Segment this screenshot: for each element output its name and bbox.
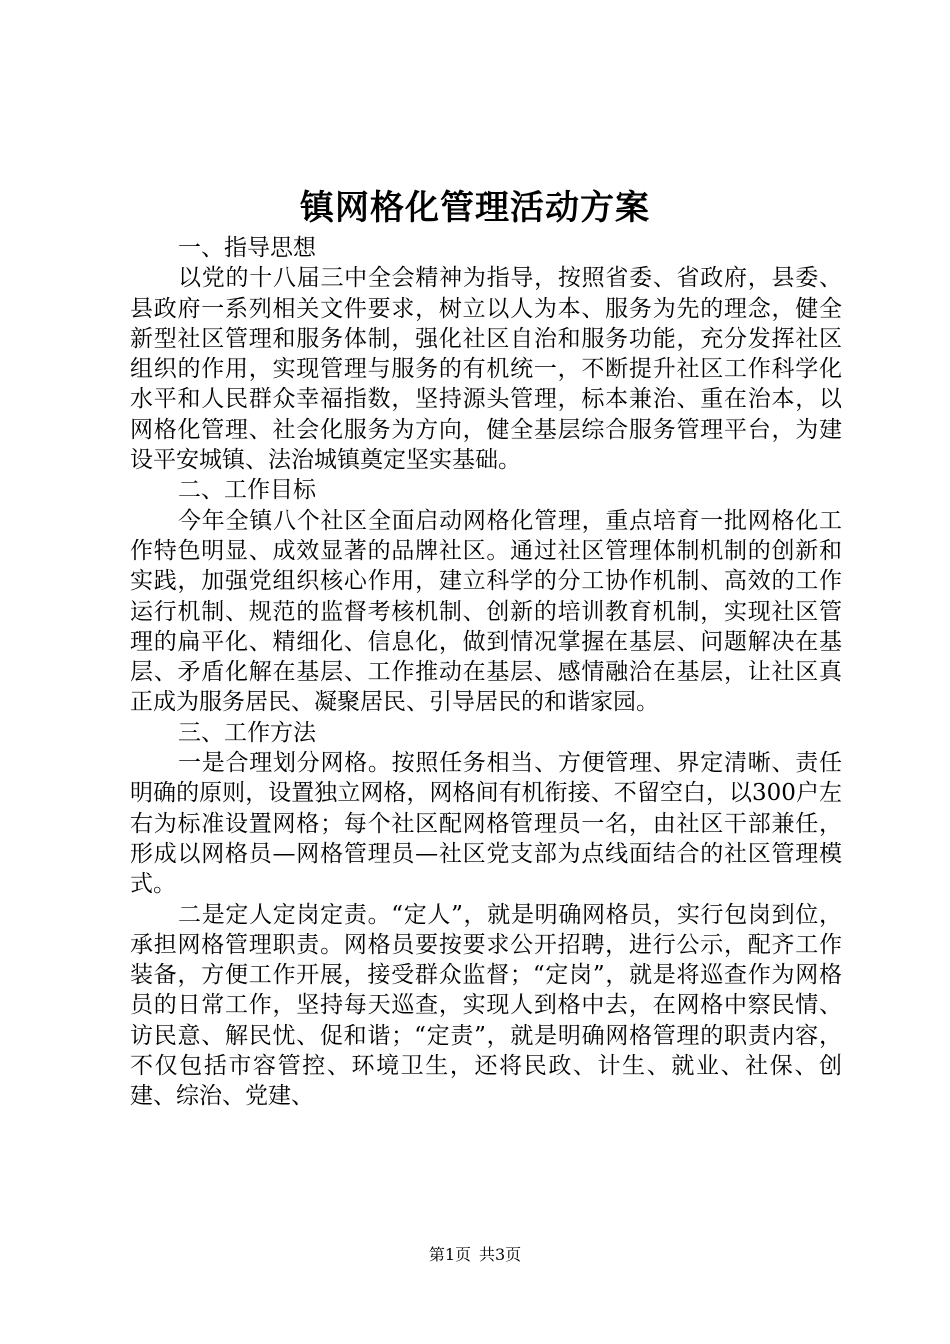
paragraph-guiding-ideology: 以党的十八届三中全会精神为指导，按照省委、省政府，县委、县政府一系列相关文件要求，树立以人为本、服务为先的理念，健全新型社区管理和服务体制，强化社区自治和服务功能，充分发挥社区组织的作用，实现管理与服务的有机统一，不断提升社区工作科学化水平和人民群众幸福指数，坚持源头管理，标本兼治、重在治本，以网格化管理、社会化服务为方向，健全基层综合服务管理平台，为建设平安城镇、法治城镇奠定坚实基础。 xyxy=(130,265,842,474)
page-number-total: 共3页 xyxy=(479,1245,522,1264)
paragraph-method-grid-division: 一是合理划分网格。按照任务相当、方便管理、界定清晰、责任明确的原则，设置独立网格，网格间有机衔接、不留空白，以300户左右为标准设置网格；每个社区配网格管理员一名，由社区干部兼任，形成以网格员—网格管理员—社区党支部为点线面结合的社区管理模式。 xyxy=(130,750,842,898)
page-number-current: 第1页 xyxy=(428,1245,471,1264)
document-title: 镇网格化管理活动方案 xyxy=(300,188,650,228)
section-heading-work-goals: 二、工作目标 xyxy=(178,477,316,504)
section-heading-work-methods: 三、工作方法 xyxy=(178,719,316,746)
paragraph-method-staffing: 二是定人定岗定责。“定人”，就是明确网格员，实行包岗到位，承担网格管理职责。网格员要按要求公开招聘，进行公示，配齐工作装备，方便工作开展，接受群众监督；“定岗”，就是将巡查作为网格员的日常工作，坚持每天巡查，实现人到格中去，在网格中察民情、访民意、解民忧、促和谐；“定责”，就是明确网格管理的职责内容，不仅包括市容管控、环境卫生，还将民政、计生、就业、社保、创建、综治、党建、 xyxy=(130,901,842,1110)
document-body xyxy=(130,233,842,1112)
section-heading-guiding-ideology: 一、指导思想 xyxy=(178,235,316,261)
page-footer xyxy=(0,1243,950,1267)
paragraph-work-goals: 今年全镇八个社区全面启动网格化管理，重点培育一批网格化工作特色明显、成效显著的品牌社区。通过社区管理体制机制的创新和实践，加强党组织核心作用，建立科学的分工协作机制、高效的工作运行机制、规范的监督考核机制、创新的培训教育机制，实现社区管理的扁平化、精细化、信息化，做到情况掌握在基层、问题解决在基层、矛盾化解在基层、工作推动在基层、感情融洽在基层，让社区真正成为服务居民、凝聚居民、引导居民的和谐家园。 xyxy=(130,507,842,716)
